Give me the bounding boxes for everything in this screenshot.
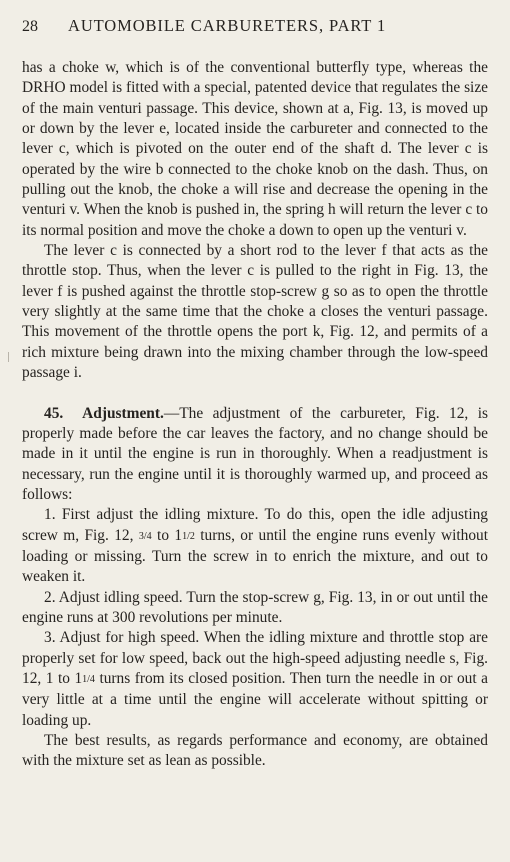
step-text: turns, or until the engine runs evenly without loading or missing. Turn the screw in to enrich the mixture, and out to weaken it. xyxy=(22,526,489,586)
step-idling-speed: 2. Adjust idling speed. Turn the stop-screw g, Fig. 13, in or out until the engine runs at 300 revolutions per minute. xyxy=(22,588,488,626)
step-text: turns from its closed position. Then turn the needle in or out a very little at a time until the engine will accelerate without spitting or loading up. xyxy=(22,669,488,729)
fraction: 1/4 xyxy=(82,673,95,685)
page-number: 28 xyxy=(22,18,38,35)
step-idling-mixture xyxy=(22,505,488,587)
fraction: 3/4 xyxy=(138,530,152,542)
section-title: Adjustment. xyxy=(82,404,164,422)
step-text: to 1 xyxy=(157,526,183,544)
step-text: 1. First adjust the idling mixture. To do this, open the idle adjusting screw m, Fig. 12, xyxy=(22,506,488,544)
step-text: 3. Adjust for high speed. When the idling mixture and throttle stop are properly set for low speed, back out the high-speed adjusting needle s, Fig. 12, 1 to 1 xyxy=(22,629,488,687)
section-text: The adjustment of the carbureter, Fig. 12, is properly made before the car leaves the factory, and no change should be made in it until the engine is run in thoroughly. When a readjustment is necessary, run the engine until it is thoroughly warmed up, and proceed as follows: xyxy=(22,404,488,503)
running-title: AUTOMOBILE CARBURETERS, PART 1 xyxy=(68,16,387,35)
body-text xyxy=(22,58,488,772)
running-header xyxy=(22,16,488,40)
section-dash: — xyxy=(163,404,180,422)
paragraph-choke-device: has a choke w, which is of the conventional butterfly type, whereas the DRHO model is fitted with a special, patented device that regulates the size of the main venturi passage. This device, shown at a, Fig. 13, is moved up or down by the lever e, located inside the carbureter and connected to the lever c, which is pivoted on the outer end of the shaft d. The lever c is operated by the wire b connected to the choke knob on the dash. Thus, on pulling out the knob, the choke a will rise and decrease the opening in the venturi v. When the knob is pushed in, the spring h will return the lever c to its normal position and move the choke a down to open up the venturi v. xyxy=(22,59,488,239)
closing-paragraph: The best results, as regards performance and economy, are obtained with the mixture set as lean as possible. xyxy=(22,732,488,770)
section-number: 45. xyxy=(44,404,64,422)
section-adjustment xyxy=(22,404,488,506)
step-high-speed xyxy=(22,628,488,731)
margin-mark xyxy=(8,352,13,362)
fraction: 1/2 xyxy=(182,530,195,542)
paragraph-throttle-stop: The lever c is connected by a short rod to the lever f that acts as the throttle stop. Thus, when the lever c is pulled to the right in Fig. 13, the lever f is pushed against the throttle stop-screw g so as to open the throttle very slightly at the same time that the choke a closes the venturi passage. This movement of the throttle opens the port k, Fig. 12, and permits of a rich mixture being drawn into the mixing chamber through the low-speed passage i. xyxy=(22,242,488,382)
